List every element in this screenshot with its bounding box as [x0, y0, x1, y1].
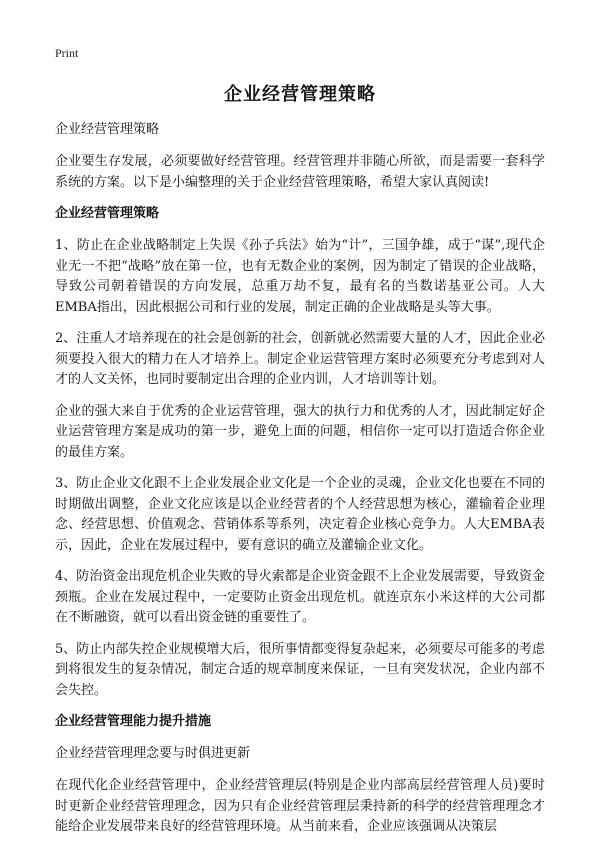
section-heading-improvement: 企业经营管理能力提升措施 [55, 714, 212, 729]
intro-paragraph: 企业要生存发展，必须要做好经营管理。经营管理并非随心所欲，而是需要一套科学系统的方案。以下是小编整理的关于企业经营管理策略，希望大家认真阅读! [55, 154, 545, 190]
strategy-item-3: 3、防止企业文化跟不上企业发展企业文化是一个企业的灵魂，企业文化也要在不同的时期做出调整，企业文化应该是以企业经营者的个人经营思想为核心，灌输着企业理念、经营思想、价值观念、营销体系等系列，决定着企业核心竞争力。人大EMBA表示，因此，企业在发展过程中，要有意识的确立及灌输企业文化。 [55, 476, 545, 553]
section-heading-strategy: 企业经营管理策略 [55, 206, 160, 221]
print-label: Print [55, 46, 79, 60]
strategy-item-1: 1、防止在企业战略制定上失误《孙子兵法》始为“计”，三国争雄，成于“谋”,现代企业无一不把“战略”放在第一位，也有无数企业的案例，因为制定了错误的企业战略，导致公司朝着错误的方向发展，总重万劫不复，最有名的当数诺基亚公司。人大EMBA指出，因此根据公司和行业的发展，制定正确的企业战略是头等大事。 [55, 238, 545, 315]
strategy-summary: 企业的强大来自于优秀的企业运营管理，强大的执行力和优秀的人才，因此制定好企业运营管理方案是成功的第一步，避免上面的问题，相信你一定可以打造适合你企业的最佳方案。 [55, 403, 545, 460]
strategy-item-4: 4、防治资金出现危机企业失败的导火索都是企业资金跟不上企业发展需要，导致资金颈瓶。企业在发展过程中，一定要防止资金出现危机。就连京东小米这样的大公司都在不断融资，就可以看出资金链的重要性了。 [55, 569, 545, 625]
page-title: 企业经营管理策略 [224, 84, 376, 105]
improvement-paragraph: 在现代化企业经营管理中，企业经营管理层(特别是企业内部高层经营管理人员)要时时更新企业经营管理理念，因为只有企业经营管理层秉持新的科学的经营管理理念才能给企业发展带来良好的经营管理环境。从当前来看，企业应该强调从决策层 [55, 778, 545, 834]
strategy-item-5: 5、防止内部失控企业规模增大后，很所事情都变得复杂起来，必须要尽可能多的考虑到将很发生的复杂情况，制定合适的规章制度来保证，一旦有突发状况，企业内部不会失控。 [55, 641, 545, 698]
section-subheading: 企业经营管理理念要与时俱进更新 [55, 746, 251, 761]
document-body [55, 120, 545, 849]
document-subtitle: 企业经营管理策略 [55, 122, 160, 137]
strategy-item-2: 2、注重人才培养现在的社会是创新的社会，创新就必然需要大量的人才，因此企业必须要投入很大的精力在人才培养上。制定企业运营管理方案时必须要充分考虑到对人才的人文关怀，也同时要制定出合理的企业内训，人才培训等计划。 [55, 331, 545, 387]
